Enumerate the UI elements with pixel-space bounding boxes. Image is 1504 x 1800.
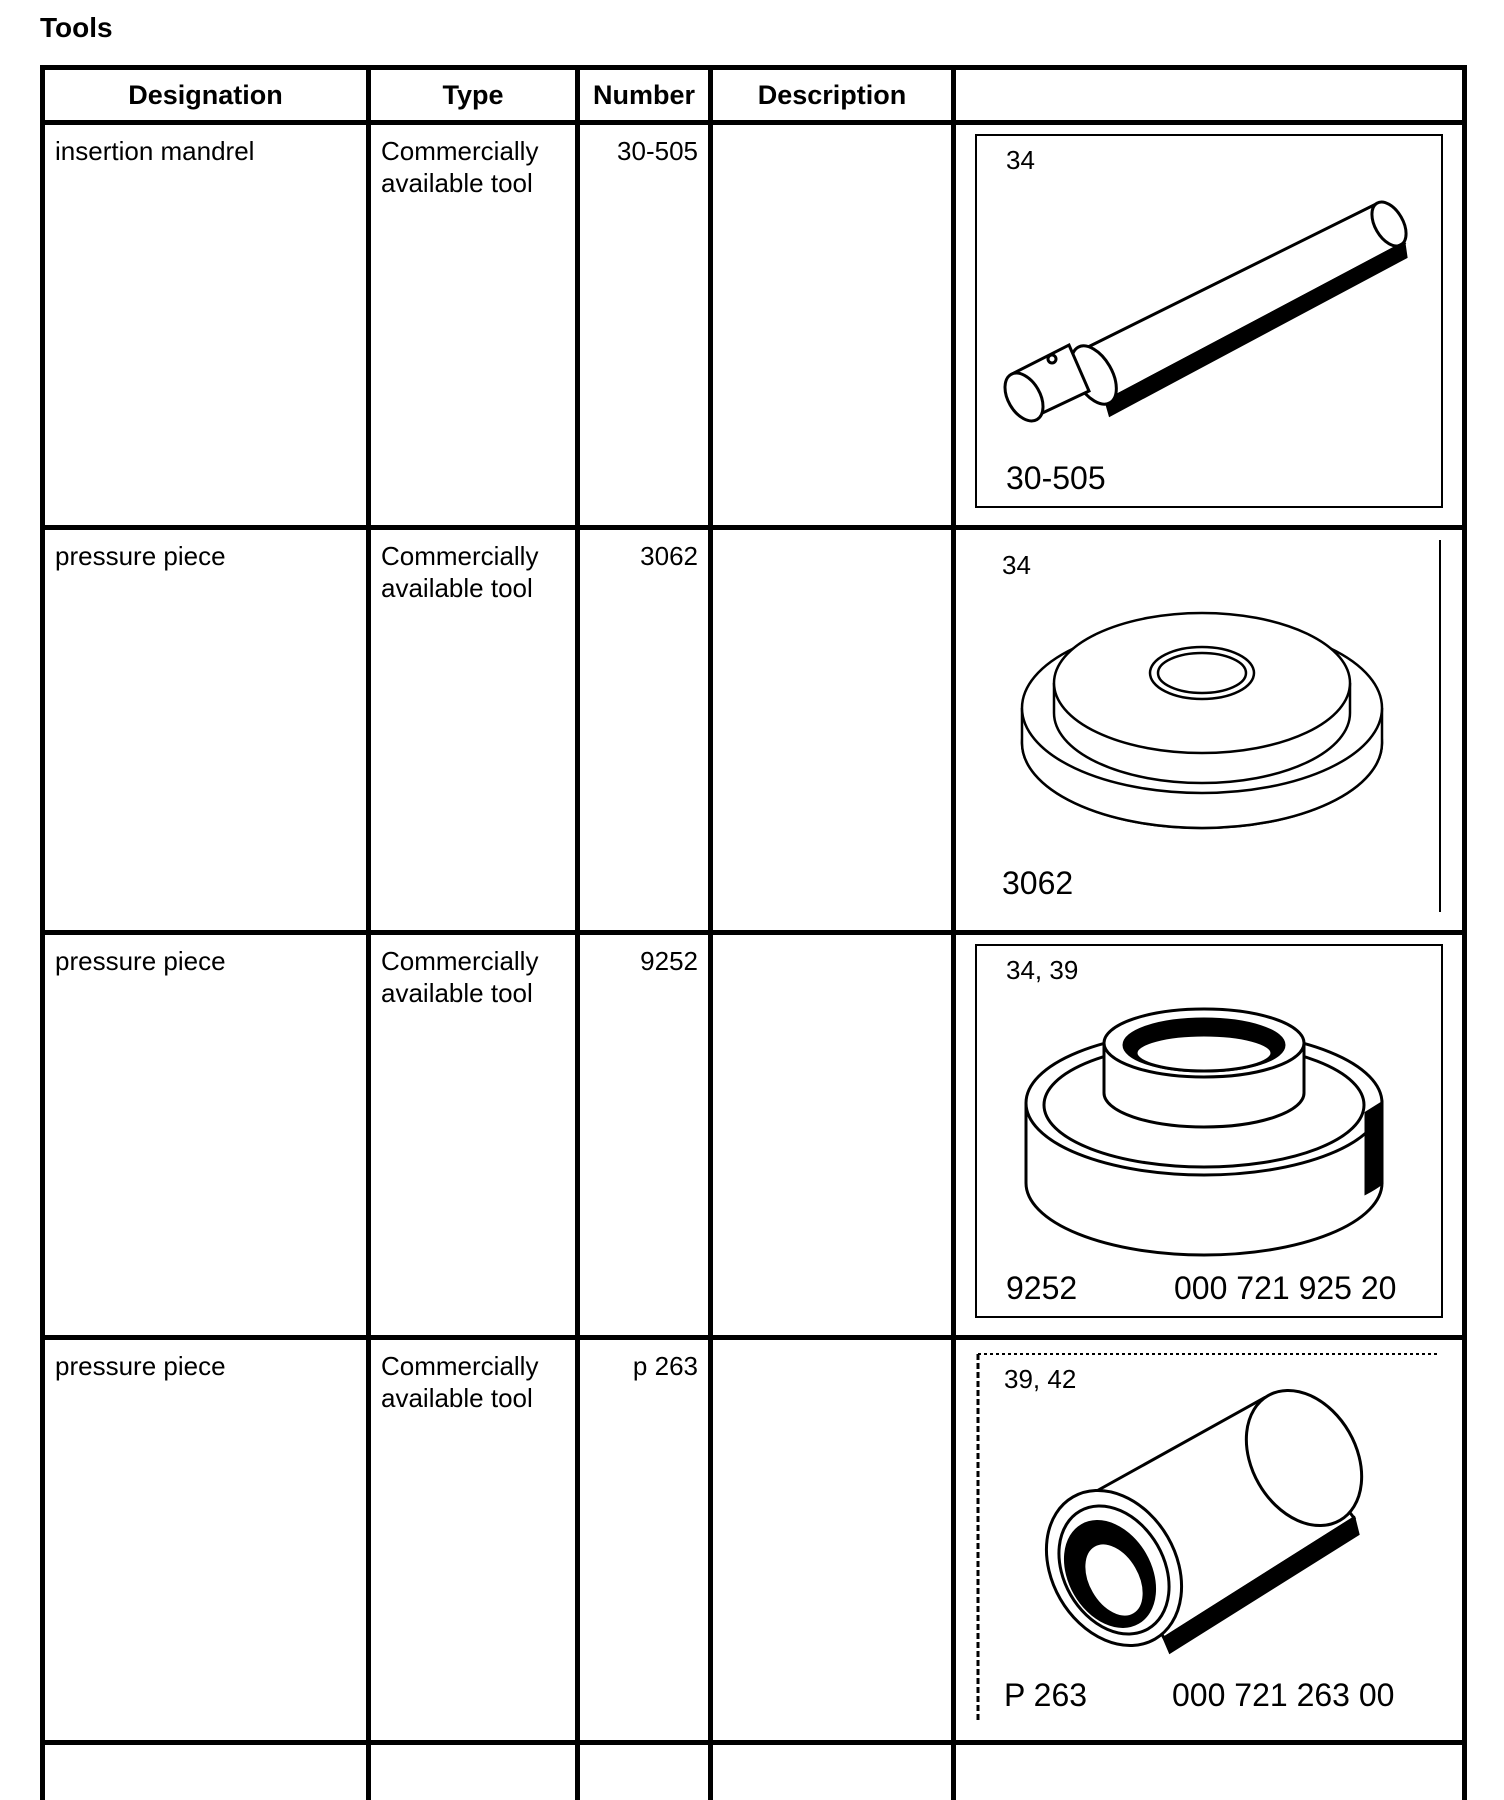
- description-cell: [711, 528, 954, 933]
- number-cell: 3062: [578, 528, 711, 933]
- header-type: Type: [369, 68, 578, 123]
- type-line-1: Commercially: [381, 540, 565, 572]
- empty-cell: [578, 1743, 711, 1800]
- designation-cell: insertion mandrel: [43, 123, 369, 528]
- page-title: Tools: [40, 12, 113, 44]
- illustration-part-number: 000 721 925 20: [1174, 1270, 1396, 1306]
- type-line-2: available tool: [381, 1382, 565, 1414]
- illustration-cell: [954, 123, 1465, 528]
- illustration-cell: [954, 933, 1465, 1338]
- illustration-part-number: 000 721 263 00: [1172, 1677, 1394, 1713]
- number-cell: 30-505: [578, 123, 711, 528]
- illustration-label: 9252: [1006, 1270, 1077, 1306]
- number-cell: 9252: [578, 933, 711, 1338]
- table-row: [43, 1338, 1465, 1743]
- illustration-ref: 39, 42: [1004, 1364, 1076, 1394]
- table-header-row: [43, 68, 1465, 123]
- type-line-1: Commercially: [381, 1350, 565, 1382]
- illustration-label: 3062: [1002, 865, 1073, 901]
- designation-cell: pressure piece: [43, 528, 369, 933]
- illustration-ref: 34: [1002, 550, 1031, 580]
- empty-cell: [369, 1743, 578, 1800]
- illustration-ref: 34: [1006, 145, 1035, 175]
- description-cell: [711, 933, 954, 1338]
- type-line-1: Commercially: [381, 135, 565, 167]
- number-cell: p 263: [578, 1338, 711, 1743]
- designation-cell: pressure piece: [43, 1338, 369, 1743]
- illustration-label: P 263: [1004, 1677, 1087, 1713]
- type-cell: [369, 123, 578, 528]
- designation-cell: pressure piece: [43, 933, 369, 1338]
- sleeve-icon: [974, 1348, 1444, 1724]
- stepped-disc-icon: [974, 538, 1444, 914]
- stepped-ring-icon: [974, 943, 1444, 1319]
- illustration-cell: [954, 1338, 1465, 1743]
- table-row: [43, 123, 1465, 528]
- type-cell: [369, 528, 578, 933]
- header-illustration: [954, 68, 1465, 123]
- tools-table: [40, 65, 1467, 1800]
- header-number: Number: [578, 68, 711, 123]
- table-row: [43, 1743, 1465, 1800]
- type-cell: [369, 1338, 578, 1743]
- header-description: Description: [711, 68, 954, 123]
- type-cell: [369, 933, 578, 1338]
- header-designation: Designation: [43, 68, 369, 123]
- description-cell: [711, 123, 954, 528]
- description-cell: [711, 1338, 954, 1743]
- table-row: [43, 933, 1465, 1338]
- type-line-2: available tool: [381, 572, 565, 604]
- empty-cell: [954, 1743, 1465, 1800]
- illustration-label: 30-505: [1006, 460, 1106, 496]
- type-line-2: available tool: [381, 977, 565, 1009]
- empty-cell: [711, 1743, 954, 1800]
- illustration-ref: 34, 39: [1006, 955, 1078, 985]
- type-line-2: available tool: [381, 167, 565, 199]
- table-row: [43, 528, 1465, 933]
- empty-cell: [43, 1743, 369, 1800]
- type-line-1: Commercially: [381, 945, 565, 977]
- insertion-mandrel-icon: [974, 133, 1444, 509]
- illustration-cell: [954, 528, 1465, 933]
